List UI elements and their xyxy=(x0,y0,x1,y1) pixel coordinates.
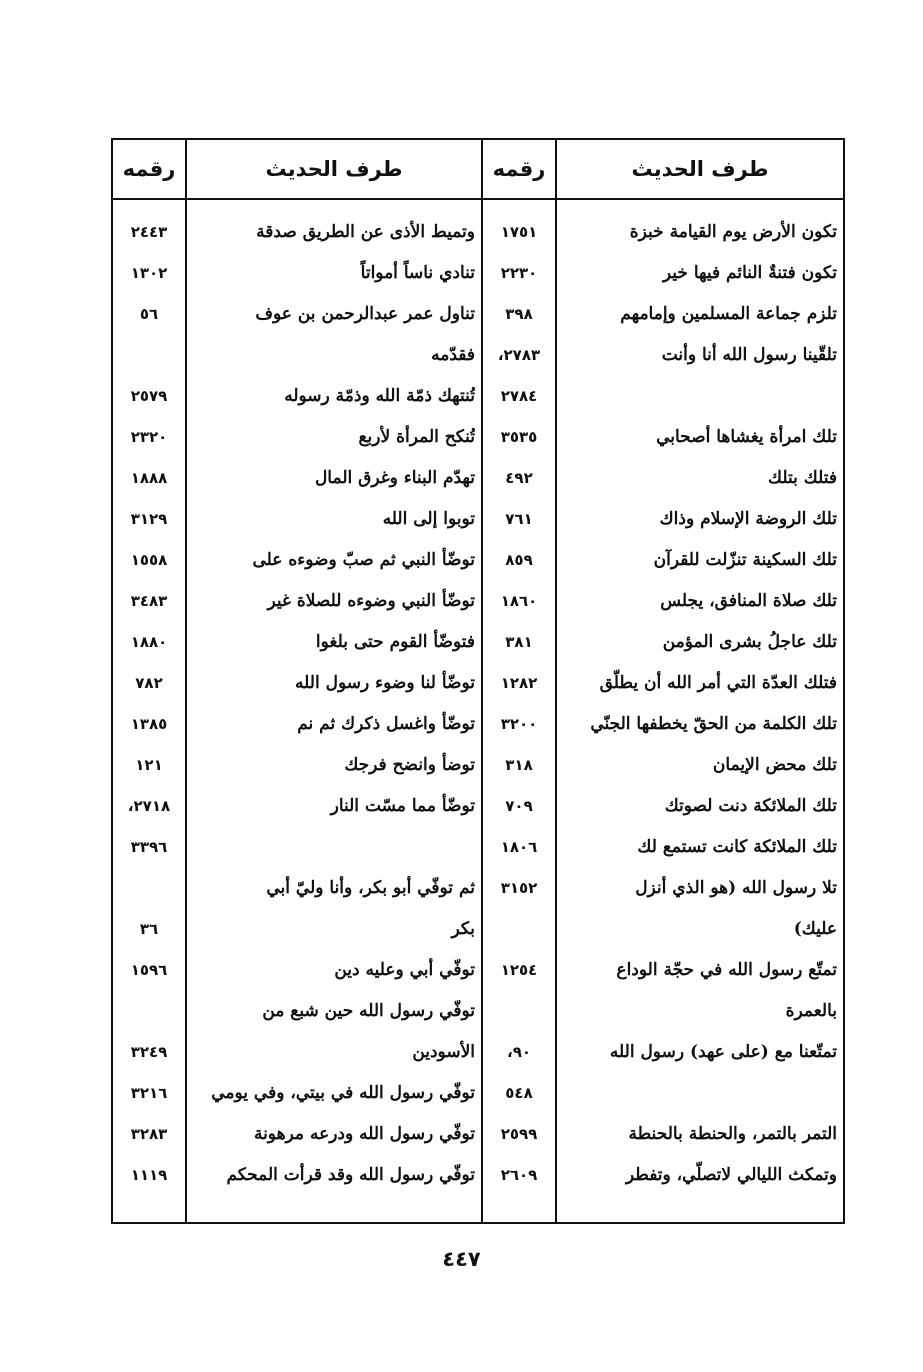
hadith-text: تهدّم البناء وغرق المال xyxy=(314,468,475,488)
hadith-number: ٤٩٢ xyxy=(505,469,533,487)
hadith-text: تلزم جماعة المسلمين وإمامهم xyxy=(620,304,837,324)
hadith-number: ٣١٨ xyxy=(505,756,533,774)
hadith-text: الأسودين xyxy=(412,1042,475,1062)
hadith-number: ٢٧٨٤ xyxy=(500,387,538,405)
table-row xyxy=(113,909,843,950)
hadith-number: ٣٢٨٣ xyxy=(130,1125,168,1143)
hadith-text: توضأ وانضح فرجك xyxy=(344,755,475,775)
table-row xyxy=(113,1032,843,1073)
hadith-text: توبوا إلى الله xyxy=(382,509,475,529)
hadith-number: ٣٢٤٩ xyxy=(130,1043,168,1061)
hadith-number: ٢٤٤٣ xyxy=(130,223,168,241)
hadith-text: عليك) xyxy=(793,919,837,939)
table-row xyxy=(113,212,843,253)
hadith-number: ٣٥٣٥ xyxy=(500,428,538,446)
hadith-text: توفّي رسول الله في بيتي، وفي يومي xyxy=(211,1083,475,1103)
hadith-text: تلك الكلمة من الحقّ يخطفها الجنّي xyxy=(590,714,837,734)
hadith-text: تلك محض الإيمان xyxy=(712,755,837,775)
hadith-number: ٧٦١ xyxy=(505,510,533,528)
header-hadith-left: طرف الحديث xyxy=(265,157,403,181)
hadith-text: توفّي رسول الله ودرعه مرهونة xyxy=(253,1124,475,1144)
hadith-text: تنادي ناساً أمواتاً xyxy=(360,263,475,283)
table-row xyxy=(113,663,843,704)
hadith-number xyxy=(113,991,185,1032)
hadith-number xyxy=(113,868,185,909)
hadith-text: تلك الملائكة كانت تستمع لك xyxy=(637,837,837,857)
hadith-text: تكون الأرض يوم القيامة خبزة xyxy=(629,222,837,242)
hadith-number: ٢٥٧٩ xyxy=(130,387,168,405)
hadith-number: ٥٤٨ xyxy=(505,1084,533,1102)
hadith-text: تُنكح المرأة لأربع xyxy=(358,427,475,447)
hadith-number: ١٣٠٢ xyxy=(130,264,168,282)
table-row xyxy=(113,417,843,458)
hadith-number: ١٨٦٠ xyxy=(500,592,538,610)
hadith-text: تلك عاجلُ بشرى المؤمن xyxy=(662,632,837,652)
hadith-text xyxy=(193,827,475,868)
table-row xyxy=(113,499,843,540)
hadith-text: فتلك بتلك xyxy=(768,468,837,488)
hadith-text: تمتّعنا مع (على عهد) رسول الله xyxy=(609,1042,837,1062)
hadith-number xyxy=(113,335,185,376)
hadith-text: فقدّمه xyxy=(431,345,475,365)
hadith-text: تلقّينا رسول الله أنا وأنت xyxy=(661,345,837,365)
hadith-number: ١٢١ xyxy=(135,756,163,774)
hadith-text: توضّأ النبي ثم صبّ وضوءه على xyxy=(252,550,475,570)
hadith-number: ٣١٥٢ xyxy=(500,879,538,897)
hadith-text: ثم توفّي أبو بكر، وأنا وليّ أبي xyxy=(266,878,475,898)
hadith-text: وتمكث الليالي لاتصلّي، وتفطر xyxy=(625,1165,837,1185)
hadith-text: تناول عمر عبدالرحمن بن عوف xyxy=(255,304,475,324)
hadith-number: ٧٠٩ xyxy=(505,797,533,815)
hadith-text: بالعمرة xyxy=(785,1001,837,1021)
hadith-text: توضّأ النبي وضوءه للصلاة غير xyxy=(267,591,475,611)
hadith-number xyxy=(483,991,555,1032)
hadith-text: توضّأ مما مسّت النار xyxy=(330,796,475,816)
table-row xyxy=(113,294,843,335)
hadith-text: تلك الروضة الإسلام وذاك xyxy=(659,509,837,529)
hadith-number: ٣٢١٦ xyxy=(130,1084,168,1102)
hadith-number: ٣٦ xyxy=(139,920,159,938)
table-row xyxy=(113,745,843,786)
hadith-number: ٣٢٠٠ xyxy=(500,715,538,733)
table-row xyxy=(113,1155,843,1196)
hadith-text xyxy=(561,1073,837,1114)
hadith-number: ٣١٢٩ xyxy=(130,510,168,528)
hadith-number: ٧٨٢ xyxy=(135,674,163,692)
hadith-number: ١٨٠٦ xyxy=(500,838,538,856)
hadith-number xyxy=(483,909,555,950)
hadith-text: وتميط الأذى عن الطريق صدقة xyxy=(256,222,475,242)
table-row xyxy=(113,253,843,294)
header-number-right: رقمه xyxy=(492,157,546,181)
hadith-text: توفّي رسول الله وقد قرأت المحكم xyxy=(226,1165,475,1185)
hadith-number: ١٢٨٢ xyxy=(500,674,538,692)
table-row xyxy=(113,868,843,909)
hadith-number: ٣٤٨٣ xyxy=(130,592,168,610)
hadith-text: توضّأ واغسل ذكرك ثم نم xyxy=(297,714,475,734)
hadith-number: ١٧٥١ xyxy=(500,223,538,241)
hadith-text: توضّأ لنا وضوء رسول الله xyxy=(295,673,475,693)
table-row xyxy=(113,704,843,745)
page-number: ٤٤٧ xyxy=(442,1247,481,1271)
table-row xyxy=(113,458,843,499)
table-row xyxy=(113,622,843,663)
table-row xyxy=(113,1073,843,1114)
table-row xyxy=(113,991,843,1032)
header-number-left: رقمه xyxy=(122,157,176,181)
hadith-text: بكر xyxy=(451,919,475,939)
hadith-number: ٢٦٠٩ xyxy=(500,1166,538,1184)
hadith-text xyxy=(561,376,837,417)
table-row xyxy=(113,376,843,417)
table-row xyxy=(113,950,843,991)
hadith-text: تلك امرأة يغشاها أصحابي xyxy=(656,427,837,447)
hadith-number: ٢٧١٨، xyxy=(127,797,171,815)
hadith-number: ١٢٥٤ xyxy=(500,961,538,979)
hadith-text: تلا رسول الله (هو الذي أنزل xyxy=(635,878,837,898)
hadith-number: ١٨٨٨ xyxy=(130,469,168,487)
table-row xyxy=(113,581,843,622)
hadith-number: ١٥٥٨ xyxy=(130,551,168,569)
hadith-text: تمتّع رسول الله في حجّة الوداع xyxy=(616,960,837,980)
hadith-text: تلك الملائكة دنت لصوتك xyxy=(664,796,837,816)
hadith-number: ١٨٨٠ xyxy=(130,633,168,651)
hadith-text: تلك صلاة المنافق، يجلس xyxy=(660,591,837,611)
hadith-text: توفّي أبي وعليه دين xyxy=(334,960,475,980)
header-hadith-right: طرف الحديث xyxy=(631,157,769,181)
hadith-number: ٢٧٨٣، xyxy=(497,346,541,364)
hadith-number: ٢٢٣٠ xyxy=(500,264,538,282)
hadith-number: ١٣٨٥ xyxy=(130,715,168,733)
hadith-text: تُنتهك ذمّة الله وذمّة رسوله xyxy=(284,386,475,406)
table-row xyxy=(113,335,843,376)
hadith-number: ٨٥٩ xyxy=(505,551,533,569)
hadith-number: ١١١٩ xyxy=(130,1166,168,1184)
hadith-text: تكون فتنةٌ النائم فيها خير xyxy=(662,263,837,283)
table-row xyxy=(113,540,843,581)
table-row xyxy=(113,827,843,868)
hadith-text: توفّي رسول الله حين شبع من xyxy=(262,1001,475,1021)
index-table xyxy=(111,138,845,1224)
hadith-number: ٣٨١ xyxy=(505,633,533,651)
hadith-text: فتوضّأ القوم حتى بلغوا xyxy=(315,632,475,652)
hadith-text: التمر بالتمر، والحنطة بالحنطة xyxy=(628,1124,837,1144)
table-row xyxy=(113,786,843,827)
hadith-number: ٣٩٨ xyxy=(505,305,533,323)
hadith-number: ٩٠، xyxy=(506,1043,531,1061)
hadith-number: ٢٥٩٩ xyxy=(500,1125,538,1143)
hadith-text: تلك السكينة تنزّلت للقرآن xyxy=(653,550,837,570)
header-divider xyxy=(113,198,843,200)
hadith-number: ١٥٩٦ xyxy=(130,961,168,979)
hadith-text: فتلك العدّة التي أمر الله أن يطلّق xyxy=(599,673,837,693)
hadith-number: ٣٣٩٦ xyxy=(130,838,168,856)
hadith-number: ٥٦ xyxy=(139,305,159,323)
hadith-number: ٢٣٢٠ xyxy=(130,428,168,446)
table-row xyxy=(113,1114,843,1155)
